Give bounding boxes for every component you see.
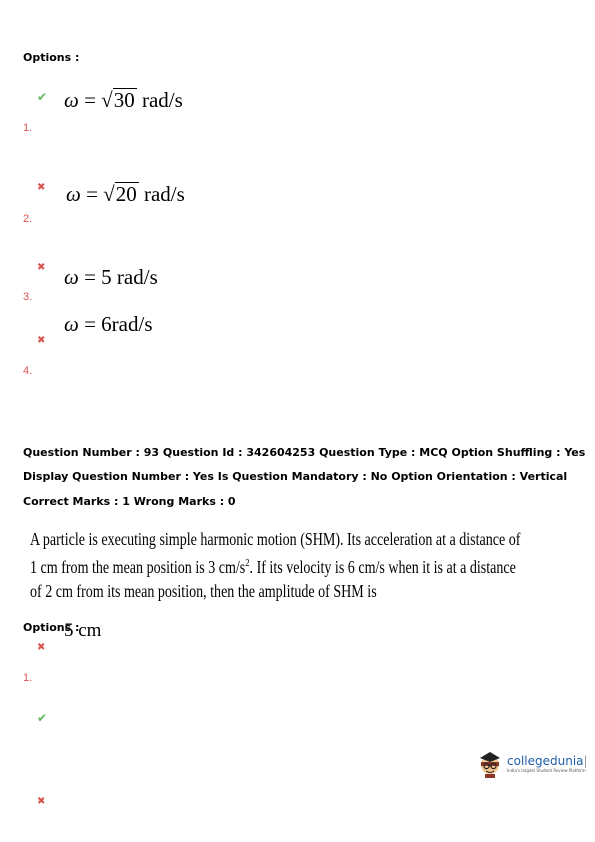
question-text: A particle is executing simple harmonic motion (SHM). Its acceleration at a distance of 1 cm from the mean position is 3 $cm/s^2$. If its velocity is 6 cm/s when it is at a distance of 2 cm from its mean position, then the amplitude of SHM is — [30, 529, 521, 601]
option-number: 1. — [23, 672, 33, 684]
options-heading: Options : — [23, 621, 80, 634]
logo-wordmark: collegedunia| — [507, 753, 588, 768]
option-formula: ω = 6rad/s — [64, 312, 153, 336]
wrong-cross-icon: ✖ — [37, 262, 46, 273]
wrong-cross-icon: ✖ — [37, 796, 46, 807]
logo-tagline: India's largest Student Review Platform — [507, 767, 586, 773]
option-formula: ω = √30 rad/s — [64, 88, 183, 112]
option-number: 4. — [23, 365, 33, 377]
correct-check-icon: ✔ — [37, 90, 48, 104]
option-number: 2. — [23, 213, 33, 225]
correct-check-icon: ✔ — [37, 711, 48, 725]
option-formula: ω = √20 rad/s — [66, 182, 185, 206]
option-formula: ω = 5 rad/s — [64, 265, 158, 289]
collegedunia-logo — [476, 748, 588, 778]
wrong-cross-icon: ✖ — [37, 182, 46, 193]
mascot-icon — [476, 748, 504, 778]
wrong-cross-icon: ✖ — [37, 335, 46, 346]
options-heading: Options : — [23, 51, 80, 64]
question-meta-line: Display Question Number : Yes Is Question Mandatory : No Option Orientation : Vertical — [23, 470, 568, 483]
wrong-cross-icon: ✖ — [37, 642, 46, 653]
question-meta-line: Correct Marks : 1 Wrong Marks : 0 — [23, 495, 236, 508]
question-meta-line: Question Number : 93 Question Id : 342604253 Question Type : MCQ Option Shuffling : Yes — [23, 446, 586, 459]
option-number: 3. — [23, 291, 33, 303]
option-number: 1. — [23, 122, 33, 134]
option-answer: 5 cm — [64, 620, 102, 641]
